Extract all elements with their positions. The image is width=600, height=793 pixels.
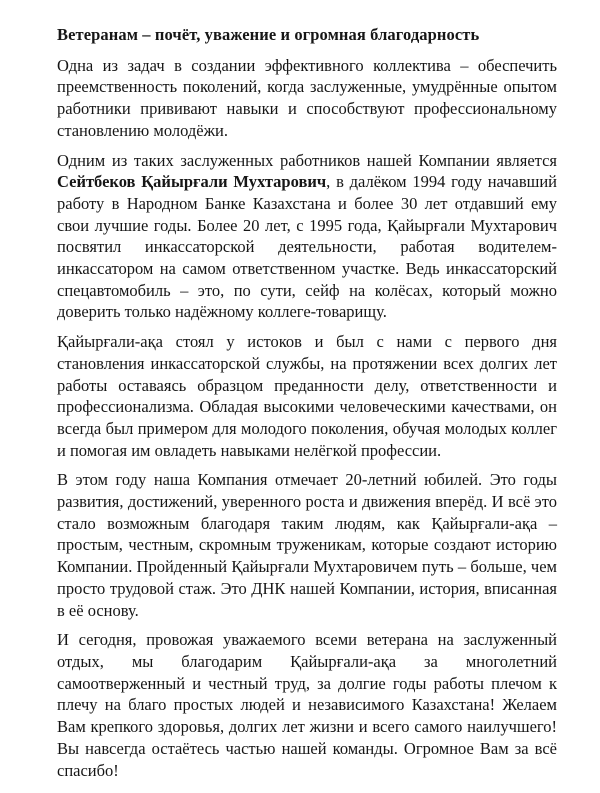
document-title: Ветеранам – почёт, уважение и огромная благодарность: [57, 25, 480, 44]
paragraph-farewell-text: И сегодня, провожая уважаемого всеми ветерана на заслуженный отдых, мы благодарим Қайырғали-ақа за многолетний самоотверженный и честный труд, за долгие годы работы плечом к плечу на благо простых людей и независимого Казахстана! Желаем Вам крепкого здоровья, долгих лет жизни и всего самого наилучшего! Вы навсегда остаётесь частью нашей команды. Огромное Вам за всё спасибо!: [57, 630, 557, 780]
paragraph-veteran-intro: [57, 150, 557, 324]
paragraph-veteran-lead: Одним из таких заслуженных работников нашей Компании является: [57, 150, 557, 170]
paragraph-intro: [57, 55, 557, 142]
paragraph-intro-text: Одна из задач в создании эффективного коллектива – обеспечить преемственность поколений, когда заслуженные, умудрённые опытом работники прививают навыки и способствуют профессиональному становлению молодёжи.: [57, 55, 557, 140]
employee-name: Сейтбеков Қайырғали Мухтарович: [57, 172, 327, 192]
paragraph-career: [57, 331, 557, 461]
paragraph-veteran-rest: , в далёком 1994 году начавший работу в Народном Банке Казахстана и более 30 лет отдавший ему свои лучшие годы. Более 20 лет, с 1995 года, Қайырғали Мухтарович посвятил инкассаторской деятельности, работая водителем-инкассатором на самом ответственном участке. Ведь инкассаторский спецавтомобиль – это, по сути, сейф на колёсах, который можно доверить только надёжному коллеге-товарищу.: [57, 172, 557, 322]
paragraph-farewell: [57, 629, 557, 781]
paragraph-anniversary: [57, 469, 557, 621]
paragraph-anniversary-text: В этом году наша Компания отмечает 20-летний юбилей. Это годы развития, достижений, уверенного роста и движения вперёд. И всё это стало возможным благодаря таким людям, как Қайырғали-ақа – простым, честным, скромным труженикам, которые создают историю Компании. Пройденный Қайырғали Мухтаровичем путь – больше, чем просто трудовой стаж. Это ДНК нашей Компании, история, вписанная в её основу.: [57, 470, 557, 620]
paragraph-career-text: Қайырғали-ақа стоял у истоков и был с нами с первого дня становления инкассаторской службы, на протяжении всех долгих лет работы оставаясь образцом преданности делу, ответственности и профессионализма. Обладая высокими человеческими качествами, он всегда был примером для молодого поколения, обучая молодых коллег и помогая им овладеть навыками нелёгкой профессии.: [57, 332, 557, 460]
